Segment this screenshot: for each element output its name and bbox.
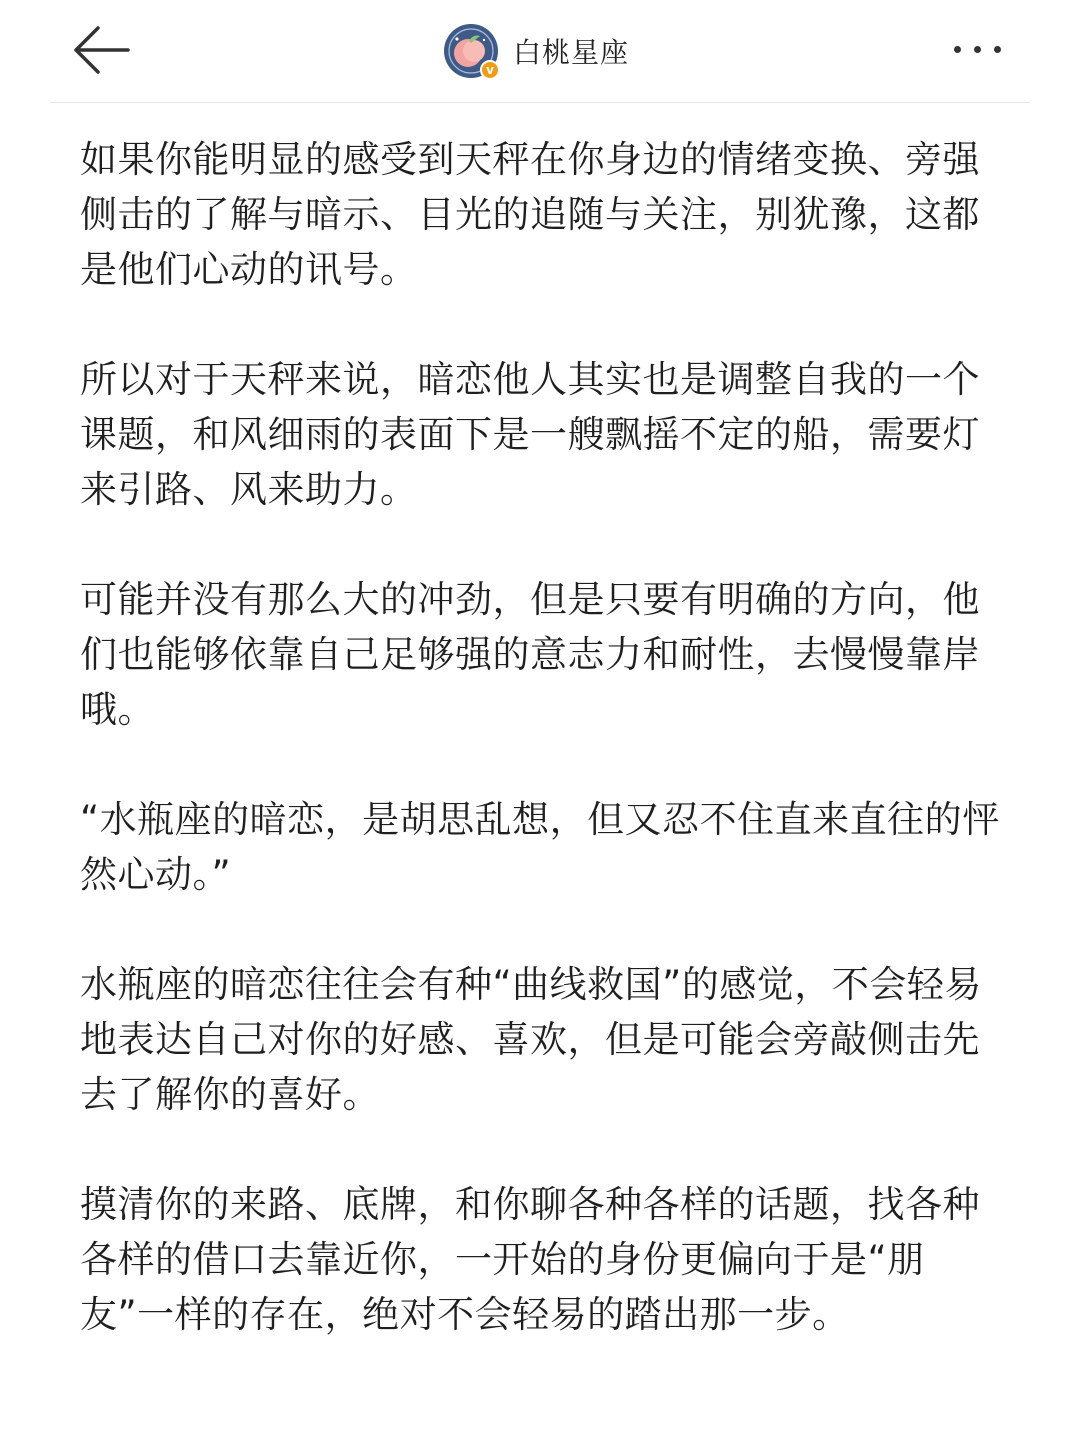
article-paragraph: 如果你能明显的感受到天秤在你身边的情绪变换、旁强侧击的了解与暗示、目光的追随与关注，别犹豫，这都是他们心动的讯号。 (80, 138, 980, 291)
account-name[interactable]: 白桃星座 (513, 36, 630, 69)
more-dots-icon (994, 46, 1001, 53)
more-options-button[interactable] (948, 30, 1008, 70)
article-paragraph: “水瓶座的暗恋，是胡思乱想，但又忍不住直来直往的怦然心动。” (80, 798, 1000, 896)
verified-badge: v (480, 60, 500, 80)
article-paragraph: 摸清你的来路、底牌，和你聊各种各样的话题，找各种各样的借口去靠近你，一开始的身份更偏向于是“朋友”一样的存在，绝对不会轻易的踏出那一步。 (80, 1183, 980, 1336)
more-dots-icon (954, 46, 961, 53)
article-body (80, 132, 1010, 1397)
account-header[interactable] (444, 22, 629, 80)
top-navigation-bar (50, 0, 1030, 103)
article-paragraph: 可能并没有那么大的冲劲，但是只要有明确的方向，他们也能够依靠自己足够强的意志力和耐性，去慢慢靠岸哦。 (80, 578, 980, 731)
back-button[interactable] (70, 22, 132, 78)
avatar[interactable] (444, 24, 498, 78)
more-dots-icon (974, 46, 981, 53)
article-paragraph: 水瓶座的暗恋往往会有种“曲线救国”的感觉，不会轻易地表达自己对你的好感、喜欢，但是可能会旁敲侧击先去了解你的喜好。 (80, 963, 982, 1116)
back-arrow-icon (70, 22, 132, 78)
article-paragraph: 所以对于天秤来说，暗恋他人其实也是调整自我的一个课题，和风细雨的表面下是一艘飘摇不定的船，需要灯来引路、风来助力。 (80, 358, 980, 511)
